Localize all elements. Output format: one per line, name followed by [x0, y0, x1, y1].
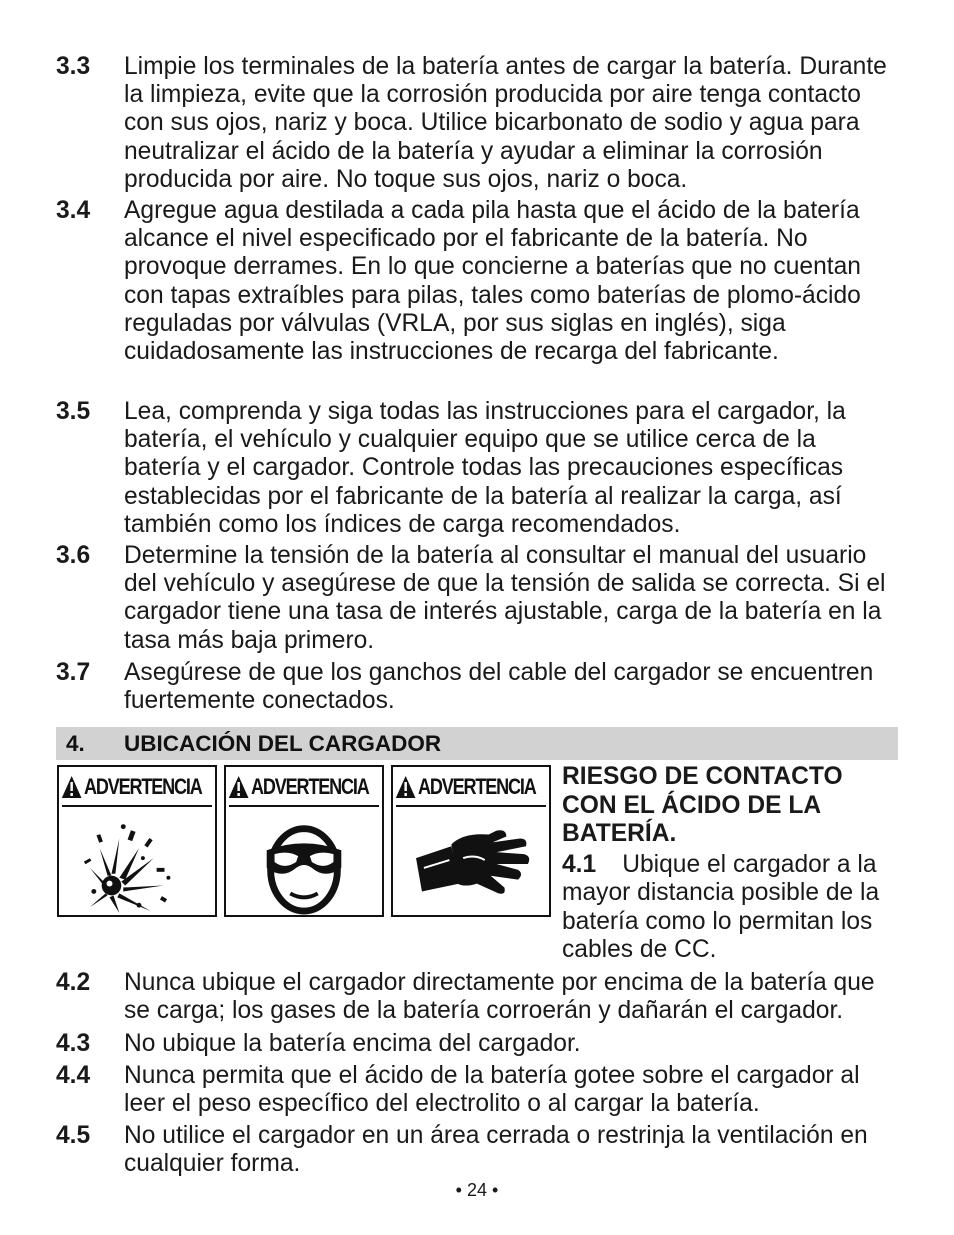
warning-text: ADVERTENCIA — [250, 774, 369, 799]
item-number: 3.7 — [56, 659, 91, 686]
list-item — [56, 1030, 898, 1058]
item-text: Nunca permita que el ácido de la batería gotee sobre el cargador al leer el peso específico del electrolito o al cargar la batería. — [124, 1062, 860, 1118]
item-text: Lea, comprenda y siga todas las instrucciones para el cargador, la batería, el vehículo y cualquier equipo que se utilice cerca de la batería y el cargador. Controle todas las precauciones específicas establecidas por el fabricante de la batería al realizar la carga, así también como los índices de carga recomendados. — [124, 398, 846, 538]
section-number: 4. — [66, 730, 85, 756]
safety-goggles-icon — [226, 809, 382, 915]
item-number: 3.6 — [56, 542, 91, 569]
item-number: 3.5 — [56, 398, 91, 425]
item-text: No ubique la batería encima del cargador. — [124, 1030, 581, 1057]
item-number: 4.1 — [562, 850, 597, 878]
risk-block — [562, 763, 898, 965]
divider — [229, 805, 379, 807]
divider — [62, 805, 212, 807]
item-text: No utilice el cargador en un área cerrada o restrinja la ventilación en cualquier forma. — [124, 1122, 868, 1178]
item-number: 4.5 — [56, 1122, 91, 1149]
risk-title: RIESGO DE CONTACTO CON EL ÁCIDO DE LA BATERÍA. — [562, 763, 843, 847]
list-item — [56, 1062, 898, 1118]
item-text: Limpie los terminales de la batería antes de cargar la batería. Durante la limpieza, evite que la corrosión producida por aire tenga contacto con sus ojos, nariz y boca. Utilice bicarbonato de sodio y agua para neutralizar el ácido de la batería y ayudar a eliminar la corrosión producida por aire. No toque sus ojos, nariz o boca. — [124, 53, 887, 193]
warning-header — [395, 770, 536, 804]
item-text: Agregue agua destilada a cada pila hasta que el ácido de la batería alcance el nivel especificado por el fabricante de la batería. No provoque derrames. En lo que concierne a baterías que no cuentan con tapas extraíbles para pilas, tales como baterías de plomo-ácido reguladas por válvulas (VRLA, por sus siglas en inglés), siga cuidadosamente las instrucciones de recarga del fabricante. — [124, 197, 861, 366]
item-text: Nunca ubique el cargador directamente por encima de la batería que se carga; los gases de la batería corroerán y dañarán el cargador. — [124, 969, 875, 1025]
warning-text: ADVERTENCIA — [417, 774, 536, 799]
list-item — [56, 969, 898, 1025]
warning-header — [61, 770, 202, 804]
item-text: Determine la tensión de la batería al consultar el manual del usuario del vehículo y asegúrese de que la tensión de salida se correcta. Si el cargador tiene una tasa de interés ajustable, carga de la batería en la tasa más baja primero. — [124, 542, 886, 654]
item-number: 3.3 — [56, 53, 91, 80]
list-item — [56, 659, 898, 715]
page-number: • 24 • — [455, 1180, 499, 1200]
rubber-glove-icon — [393, 809, 549, 915]
warning-triangle-icon — [395, 775, 416, 799]
list-item — [56, 197, 898, 366]
list-item — [56, 1122, 898, 1178]
warning-header — [228, 770, 369, 804]
item-number: 4.3 — [56, 1030, 91, 1057]
warning-labels — [57, 765, 551, 917]
warning-label-goggles — [224, 765, 384, 917]
divider — [396, 805, 546, 807]
section-title: UBICACIÓN DEL CARGADOR — [124, 730, 442, 756]
item-number: 4.4 — [56, 1062, 91, 1089]
warning-label-explosion — [57, 765, 217, 917]
item-number: 3.4 — [56, 197, 91, 224]
explosion-icon — [59, 809, 215, 915]
list-item — [56, 53, 898, 194]
item-text: Ubique el cargador a la mayor distancia posible de la batería como lo permitan los cables de CC. — [562, 850, 880, 963]
section-heading — [56, 727, 898, 760]
warning-text: ADVERTENCIA — [83, 774, 202, 799]
list-item — [56, 542, 898, 655]
warning-label-glove — [391, 765, 551, 917]
item-text: Asegúrese de que los ganchos del cable del cargador se encuentren fuertemente conectados. — [124, 659, 874, 715]
item-number: 4.2 — [56, 969, 91, 996]
risk-item — [562, 851, 898, 965]
warning-triangle-icon — [228, 775, 249, 799]
warning-triangle-icon — [61, 775, 82, 799]
list-item — [56, 398, 898, 539]
